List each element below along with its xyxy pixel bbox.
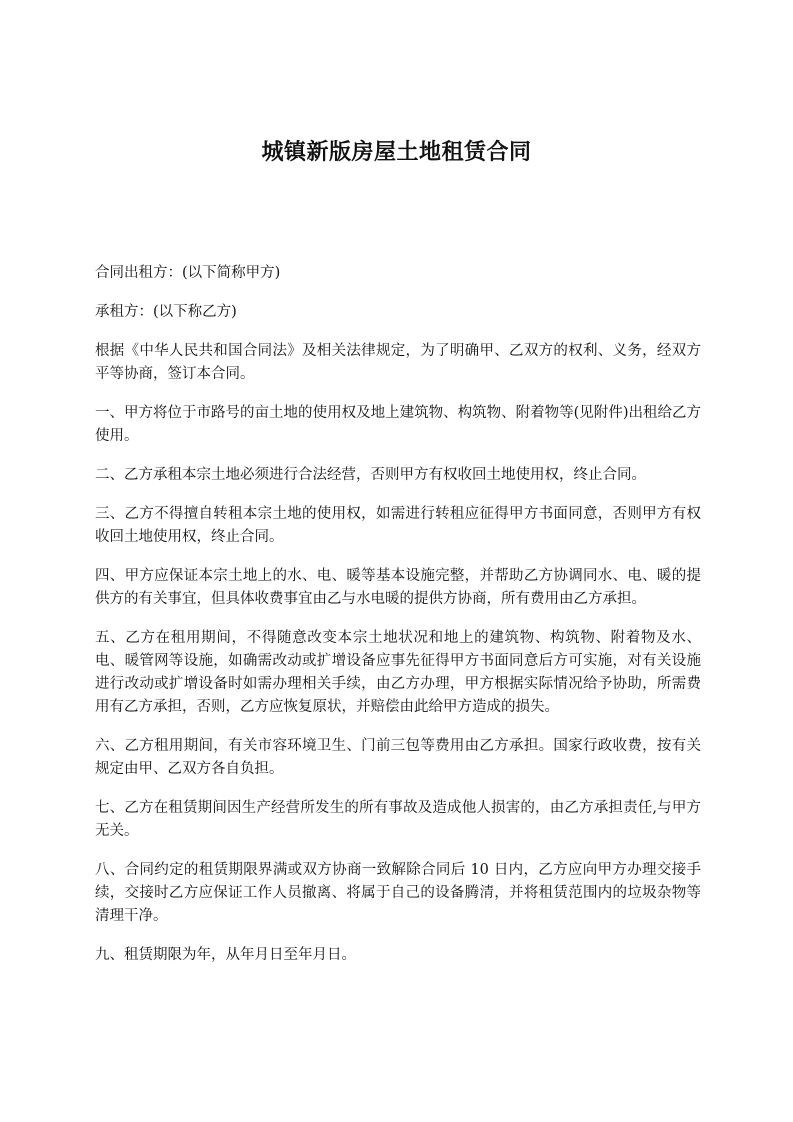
clause-1: 一、甲方将位于市路号的亩土地的使用权及地上建筑物、构筑物、附着物等(见附件)出租给乙方使用。 <box>95 405 701 444</box>
clause-2: 二、乙方承租本宗土地必须进行合法经营，否则甲方有权收回土地使用权，终止合同。 <box>95 467 646 483</box>
clause-3: 三、乙方不得擅自转租本宗土地的使用权，如需进行转租应征得甲方书面同意，否则甲方有权收回土地使用权，终止合同。 <box>95 506 701 545</box>
document-body <box>95 262 701 983</box>
document-title: 城镇新版房屋土地租赁合同 <box>261 140 532 165</box>
paragraph-preamble: 根据《中华人民共和国合同法》及相关法律规定，为了明确甲、乙双方的权利、义务，经双方平等协商，签订本合同。 <box>95 343 701 382</box>
clause-7: 七、乙方在租赁期间因生产经营所发生的所有事故及造成他人损害的，由乙方承担责任,与甲方无关。 <box>95 800 701 839</box>
clause-5: 五、乙方在租用期间，不得随意改变本宗土地状况和地上的建筑物、构筑物、附着物及水、电、暖管网等设施，如确需改动或扩增设备应事先征得甲方书面同意后方可实施，对有关设施进行改动或扩增设备时如需办理相关手续，由乙方办理，甲方根据实际情况给予协助，所需费用有乙方承担，否则，乙方应恢复原状，并赔偿由此给甲方造成的损失。 <box>95 630 701 715</box>
clause-8: 八、合同约定的租赁期限界满或双方协商一致解除合同后 10 日内，乙方应向甲方办理交接手续，交接时乙方应保证工作人员撤离、将属于自己的设备腾清，并将租赁范围内的垃圾杂物等清理干净。 <box>95 862 701 924</box>
paragraph-lessor: 合同出租方：(以下简称甲方) <box>95 265 281 281</box>
clause-4: 四、甲方应保证本宗土地上的水、电、暖等基本设施完整，并帮助乙方协调同水、电、暖的提供方的有关事宜，但具体收费事宜由乙与水电暖的提供方协商，所有费用由乙方承担。 <box>95 568 701 607</box>
paragraph-lessee: 承租方：(以下称乙方) <box>95 304 237 320</box>
clause-6: 六、乙方租用期间，有关市容环境卫生、门前三包等费用由乙方承担。国家行政收费，按有关规定由甲、乙双方各自负担。 <box>95 738 701 777</box>
clause-9: 九、租赁期限为年，从年月日至年月日。 <box>95 947 356 963</box>
